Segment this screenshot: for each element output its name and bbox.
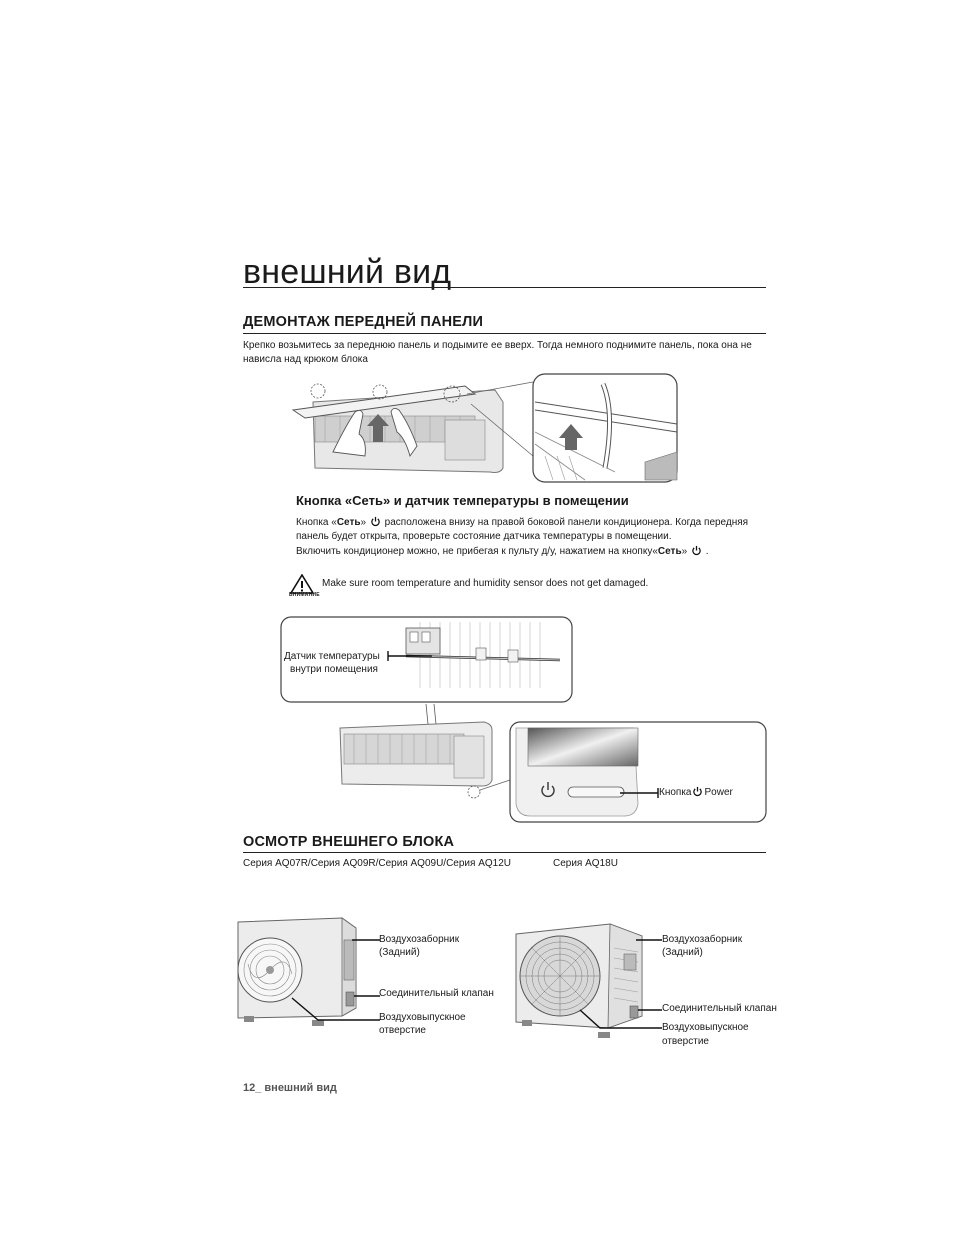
right-outlet-label-line1: Воздуховыпускное xyxy=(662,1022,749,1033)
outdoor-unit-large-illustration xyxy=(510,918,664,1046)
power-icon xyxy=(692,786,703,797)
power-icon xyxy=(691,545,702,556)
right-valve-label: Соединительный клапан xyxy=(662,1003,777,1014)
left-valve-label: Соединительный клапан xyxy=(379,988,494,999)
outdoor-unit-small-illustration xyxy=(234,914,382,1032)
indoor-unit-open-illustration xyxy=(334,700,768,826)
left-outlet-label-line1: Воздуховыпускное xyxy=(379,1012,466,1023)
power-button-subheading: Кнопка «Сеть» и датчик температуры в помещении xyxy=(296,493,629,508)
power-button-paragraph-line3: Включить кондиционер можно, не прибегая к пульту д/у, нажатием на кнопку«Сеть» . xyxy=(296,546,709,557)
caution-text: Make sure room temperature and humidity sensor does not get damaged. xyxy=(322,578,649,589)
title-divider xyxy=(243,287,766,288)
front-panel-instruction-line2: нависла над крюком блока xyxy=(243,354,368,365)
right-air-intake-label-line2: (Задний) xyxy=(662,947,703,958)
power-button-label: Кнопка Power xyxy=(659,787,733,798)
series-left-label: Серия AQ07R/Серия AQ09R/Серия AQ09U/Серия AQ12U xyxy=(243,858,512,869)
left-outlet-label-line2: отверстие xyxy=(379,1025,426,1036)
indoor-unit-panel-removal-illustration xyxy=(285,372,685,490)
caution-icon-label: ВНИМАНИЕ xyxy=(289,592,320,598)
section-heading-outdoor-unit: ОСМОТР ВНЕШНЕГО БЛОКА xyxy=(243,834,455,850)
sensor-label-line1: Датчик температуры xyxy=(284,651,380,662)
series-right-label: Серия AQ18U xyxy=(553,858,618,869)
left-air-intake-label-line2: (Задний) xyxy=(379,947,420,958)
caution-icon xyxy=(290,574,314,594)
right-outlet-label-line2: отверстие xyxy=(662,1036,709,1047)
sensor-label-line2: внутри помещения xyxy=(290,664,378,675)
section-heading-front-panel: ДЕМОНТАЖ ПЕРЕДНЕЙ ПАНЕЛИ xyxy=(243,314,484,330)
right-air-intake-label-line1: Воздухозаборник xyxy=(662,934,743,945)
section-divider xyxy=(243,333,766,334)
section-divider xyxy=(243,852,766,853)
front-panel-instruction-line1: Крепко возьмитесь за переднюю панель и подымите ее вверх. Тогда немного поднимите панель, пока она не xyxy=(243,340,752,351)
power-icon xyxy=(370,516,381,527)
power-button-paragraph-line2: панель будет открыта, проверьте состояние датчика температуры в помещении. xyxy=(296,531,672,542)
power-button-paragraph-line1: Кнопка «Сеть» расположена внизу на правой боковой панели кондиционера. Когда передняя xyxy=(296,517,749,528)
page-title: внешний вид xyxy=(243,253,452,291)
left-air-intake-label-line1: Воздухозаборник xyxy=(379,934,460,945)
page-footer: 12_ внешний вид xyxy=(243,1082,337,1094)
